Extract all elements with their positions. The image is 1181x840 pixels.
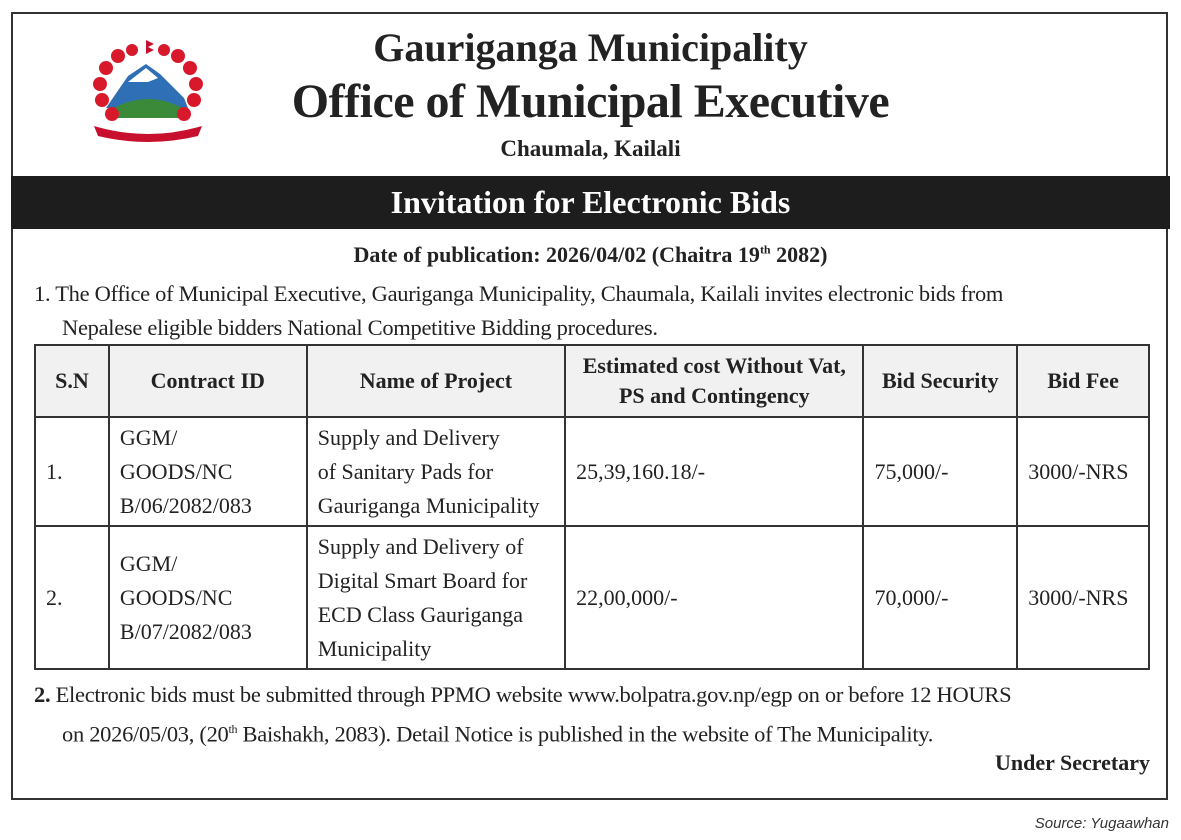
para-line — [34, 712, 1154, 752]
table-row — [35, 417, 1149, 526]
para-line: 1. The Office of Municipal Executive, Gauriganga Municipality, Chaumala, Kailali invites electronic bids from — [34, 281, 1004, 306]
para-line — [34, 678, 1154, 712]
municipality-name: Gauriganga Municipality — [373, 25, 808, 70]
table-row — [35, 526, 1149, 669]
col-cost: Estimated cost Without Vat, PS and Contingency — [565, 345, 863, 417]
bids-table — [34, 344, 1150, 670]
cell-sn: 2. — [35, 526, 109, 669]
contract-id-line: GGM/ — [119, 550, 178, 576]
office-name: Office of Municipal Executive — [291, 75, 890, 128]
para-text: Electronic bids must be submitted through PPMO website www.bolpatra.gov.np/egp on or before 12 HOURS — [50, 682, 1012, 707]
project-line: Gauriganga Municipality — [317, 492, 540, 518]
table-header-row — [35, 345, 1149, 417]
contract-id-line: GGM/ — [119, 424, 178, 450]
contract-id-line: B/06/2082/083 — [119, 492, 252, 518]
source-credit: Source: Yugaawhan — [1034, 815, 1169, 832]
date-superscript: th — [228, 722, 238, 736]
para-text: Baishakh, 2083). Detail Notice is published in the website of The Municipality. — [237, 721, 934, 747]
signatory: Under Secretary — [995, 750, 1150, 775]
cell-security: 75,000/- — [863, 417, 1017, 526]
contract-id-line: B/07/2082/083 — [119, 618, 252, 644]
para-text: on 2026/05/03, (20 — [62, 721, 229, 747]
notice-title-banner: Invitation for Electronic Bids — [11, 176, 1170, 229]
col-contract-id: Contract ID — [109, 345, 307, 417]
contract-id-line: GOODS/NC — [119, 584, 233, 610]
project-line: Municipality — [317, 635, 432, 661]
project-line: Supply and Delivery of — [317, 533, 524, 559]
project-line: Supply and Delivery — [317, 424, 500, 450]
cell-sn: 1. — [35, 417, 109, 526]
location: Chaumala, Kailali — [500, 136, 681, 161]
project-line: Digital Smart Board for — [317, 567, 528, 593]
cell-cost: 22,00,000/- — [565, 526, 863, 669]
para-number: 2. — [34, 682, 51, 707]
project-line: ECD Class Gauriganga — [317, 601, 523, 627]
contract-id-line: GOODS/NC — [119, 458, 233, 484]
project-line: of Sanitary Pads for — [317, 458, 494, 484]
date-prefix: Date of publication: 2026/04/02 (Chaitra 19 — [353, 242, 760, 267]
cell-security: 70,000/- — [863, 526, 1017, 669]
cell-contract-id — [109, 526, 307, 669]
col-project: Name of Project — [307, 345, 565, 417]
cell-project — [307, 417, 565, 526]
invitation-paragraph — [34, 277, 1154, 345]
date-suffix: 2082) — [770, 242, 828, 267]
cell-project — [307, 526, 565, 669]
cell-fee: 3000/-NRS — [1017, 417, 1149, 526]
submission-paragraph — [34, 678, 1154, 752]
col-fee: Bid Fee — [1017, 345, 1149, 417]
cell-contract-id — [109, 417, 307, 526]
col-security: Bid Security — [863, 345, 1017, 417]
cell-cost: 25,39,160.18/- — [565, 417, 863, 526]
publication-date — [0, 242, 1181, 268]
para-line: Nepalese eligible bidders National Competitive Bidding procedures. — [62, 315, 658, 340]
col-sn: S.N — [35, 345, 109, 417]
cell-fee: 3000/-NRS — [1017, 526, 1149, 669]
date-superscript: th — [759, 242, 771, 257]
